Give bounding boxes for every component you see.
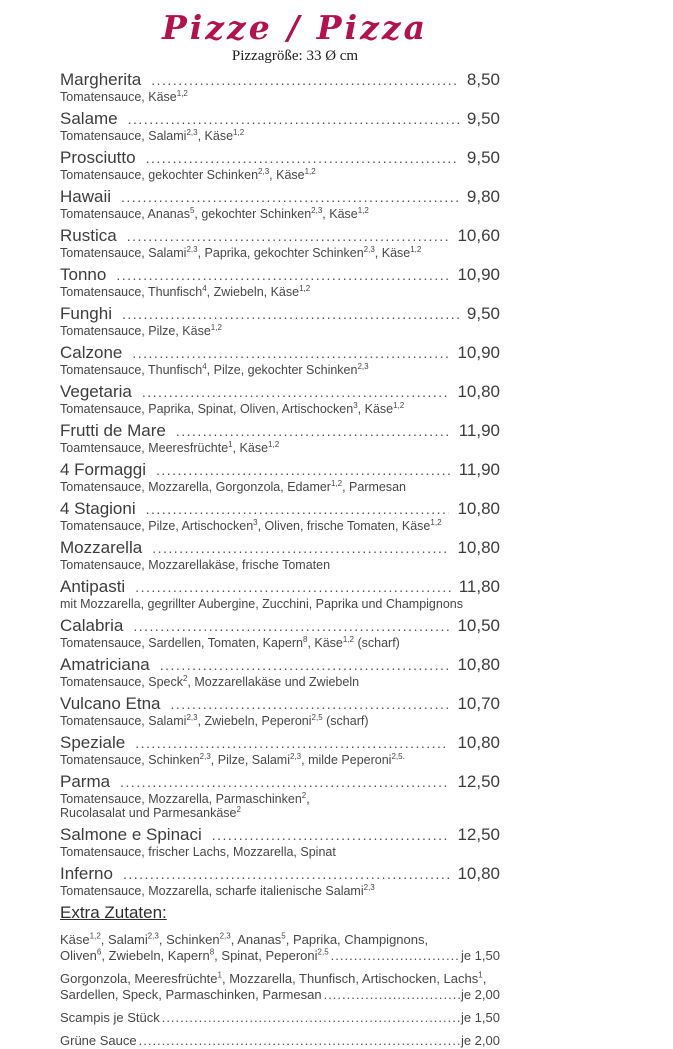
footnote-superscript: 1,2 bbox=[342, 634, 354, 644]
dotted-leader bbox=[121, 188, 459, 207]
item-price: 8,50 bbox=[466, 70, 500, 89]
footnote-superscript: 2,3 bbox=[186, 712, 198, 722]
footnote-superscript: 2,3 bbox=[199, 751, 211, 761]
item-description: Tomatensauce, Ananas$^5$, gekochter Schinken$^{2,3}$, Käse$^{1,2}$ bbox=[60, 205, 369, 221]
footnote-superscript: 2,5. bbox=[391, 751, 405, 761]
item-description: Tomatensauce, Salami$^{2,3}$, Paprika, gekochter Schinken$^{2,3}$, Käse$^{1,2}$ bbox=[60, 244, 422, 260]
item-description: Tomatensauce, Mozzarella, scharfe italienische Salami$^{2,3}$ bbox=[60, 882, 375, 898]
item-title-line bbox=[60, 187, 500, 207]
menu-item bbox=[60, 538, 500, 572]
item-price: 9,50 bbox=[466, 304, 500, 323]
item-title-line bbox=[60, 304, 500, 324]
item-description: Tomatensauce, Schinken$^{2,3}$, Pilze, Salami$^{2,3}$, milde Peperoni$^{2,5.}$ bbox=[60, 751, 405, 767]
dotted-leader bbox=[142, 383, 450, 402]
footnote-superscript: 2 bbox=[236, 804, 241, 814]
extras-price: je 1,50 bbox=[460, 1010, 500, 1025]
item-name: 4 Stagioni bbox=[60, 499, 136, 518]
extras-text: Sardellen, Speck, Parmaschinken, Parmesan bbox=[60, 987, 322, 1002]
extras-price: je 2,00 bbox=[460, 987, 500, 1002]
footnote-superscript: 1,2 bbox=[430, 517, 442, 527]
menu-item bbox=[60, 226, 500, 260]
page-title: Pizze / Pizza bbox=[161, 8, 429, 47]
item-title-line bbox=[60, 109, 500, 129]
extras-last-line bbox=[60, 1033, 500, 1049]
dotted-leader bbox=[156, 461, 451, 480]
footnote-superscript: 1,2 bbox=[393, 400, 405, 410]
item-price: 10,70 bbox=[457, 694, 500, 713]
item-price: 12,50 bbox=[457, 825, 500, 844]
item-name: Margherita bbox=[60, 70, 142, 89]
extras-last-line bbox=[60, 948, 500, 964]
item-title-line bbox=[60, 772, 500, 792]
item-name: Vulcano Etna bbox=[60, 694, 161, 713]
item-description: Tomatensauce, Thunfisch$^4$, Zwiebeln, Käse$^{1,2}$ bbox=[60, 283, 311, 299]
footnote-superscript: 2,3 bbox=[258, 166, 270, 176]
item-price: 11,90 bbox=[458, 421, 500, 440]
item-title-line bbox=[60, 148, 500, 168]
dotted-leader bbox=[146, 500, 450, 519]
item-price: 10,90 bbox=[457, 265, 500, 284]
item-title-line bbox=[60, 421, 500, 441]
item-title-line bbox=[60, 825, 500, 845]
item-title-line bbox=[60, 694, 500, 714]
dotted-leader bbox=[135, 734, 449, 753]
item-name: Salmone e Spinaci bbox=[60, 825, 202, 844]
dotted-leader bbox=[122, 305, 459, 324]
menu-item bbox=[60, 694, 500, 728]
footnote-superscript: 2,3 bbox=[357, 361, 369, 371]
item-description: Tomatensauce, Pilze, Käse$^{1,2}$ bbox=[60, 322, 222, 338]
menu-items bbox=[60, 70, 500, 898]
footnote-superscript: 1 bbox=[478, 970, 483, 980]
item-title-line bbox=[60, 577, 500, 597]
extras-heading: Extra Zutaten: bbox=[60, 903, 167, 922]
item-price: 9,80 bbox=[466, 187, 500, 206]
menu-item bbox=[60, 70, 500, 104]
item-price: 12,50 bbox=[457, 772, 500, 791]
item-description: Tomatensauce, Sardellen, Tomaten, Kapern$^8$, Käse$^{1,2}$ (scharf) bbox=[60, 634, 400, 650]
item-description: Tomatensauce, Speck$^2$, Mozzarellakäse und Zwiebeln bbox=[60, 673, 360, 689]
footnote-superscript: 1,2 bbox=[304, 166, 316, 176]
dotted-leader bbox=[116, 266, 449, 285]
footnote-superscript: 2,3 bbox=[186, 244, 198, 254]
dotted-leader bbox=[152, 539, 449, 558]
item-description: Tomatensauce, Mozzarella, Parmaschinken$^2$, bbox=[60, 790, 310, 806]
extras-text-line: Gorgonzola, Meeresfrüchte$^1$, Mozzarella, Thunfisch, Artischocken, Lachs$^1$, bbox=[60, 970, 487, 986]
dotted-leader bbox=[160, 656, 450, 675]
footnote-superscript: 1,2 bbox=[176, 88, 188, 98]
footnote-superscript: 3 bbox=[253, 517, 258, 527]
footnote-superscript: 1,2 bbox=[299, 283, 311, 293]
dotted-leader bbox=[331, 948, 460, 964]
extras-row bbox=[60, 971, 500, 1003]
item-name: Prosciutto bbox=[60, 148, 136, 167]
dotted-leader bbox=[324, 987, 460, 1003]
dotted-leader bbox=[176, 422, 451, 441]
extras-section bbox=[60, 903, 500, 1049]
item-title-line bbox=[60, 226, 500, 246]
item-price: 10,80 bbox=[457, 655, 500, 674]
footnote-superscript: 2,5 bbox=[317, 947, 329, 957]
menu-item bbox=[60, 304, 500, 338]
footnote-superscript: 4 bbox=[202, 283, 207, 293]
extras-row bbox=[60, 932, 500, 964]
item-price: 11,80 bbox=[458, 577, 500, 596]
menu-item bbox=[60, 187, 500, 221]
menu-item bbox=[60, 109, 500, 143]
item-price: 10,90 bbox=[457, 343, 500, 362]
menu-item bbox=[60, 772, 500, 820]
footnote-superscript: 5 bbox=[189, 205, 195, 215]
item-name: Frutti de Mare bbox=[60, 421, 166, 440]
menu-item bbox=[60, 577, 500, 611]
item-price: 9,50 bbox=[466, 109, 500, 128]
extras-text: Oliven$^6$, Zwiebeln, Kapern$^8$, Spinat, Peperoni$^{2,5}$ bbox=[60, 947, 329, 963]
footnote-superscript: 2,5 bbox=[311, 712, 323, 722]
item-name: Hawaii bbox=[60, 187, 112, 206]
item-description: Tomatensauce, gekochter Schinken$^{2,3}$, Käse$^{1,2}$ bbox=[60, 166, 316, 182]
item-description: Toamtensauce, Meeresfrüchte$^1$, Käse$^{1,2}$ bbox=[60, 439, 280, 455]
dotted-leader bbox=[128, 110, 459, 129]
item-title-line bbox=[60, 343, 500, 363]
item-price: 10,60 bbox=[457, 226, 500, 245]
footnote-superscript: 2,3 bbox=[219, 931, 231, 941]
menu-item bbox=[60, 148, 500, 182]
footnote-superscript: 2,3 bbox=[147, 931, 159, 941]
extras-last-line bbox=[60, 987, 500, 1003]
item-price: 11,90 bbox=[458, 460, 500, 479]
item-description: Tomatensauce, Pilze, Artischocken$^3$, Oliven, frische Tomaten, Käse$^{1,2}$ bbox=[60, 517, 442, 533]
item-description: Tomatensauce, Salami$^{2,3}$, Käse$^{1,2}$ bbox=[60, 127, 245, 143]
item-title-line bbox=[60, 616, 500, 636]
item-name: Inferno bbox=[60, 864, 113, 883]
menu-item bbox=[60, 499, 500, 533]
item-name: Mozzarella bbox=[60, 538, 143, 557]
item-price: 10,80 bbox=[457, 499, 500, 518]
item-description: Tomatensauce, Salami$^{2,3}$, Zwiebeln, Peperoni$^{2,5}$ (scharf) bbox=[60, 712, 369, 728]
item-price: 10,50 bbox=[457, 616, 500, 635]
pizza-menu bbox=[60, 70, 500, 1049]
footnote-superscript: 2,3 bbox=[363, 244, 375, 254]
item-name: Vegetaria bbox=[60, 382, 132, 401]
footnote-superscript: 2,3 bbox=[363, 882, 375, 892]
dotted-leader bbox=[146, 149, 459, 168]
item-description: Tomatensauce, Paprika, Spinat, Oliven, Artischocken$^3$, Käse$^{1,2}$ bbox=[60, 400, 405, 416]
extras-text-line: Käse$^{1,2}$, Salami$^{2,3}$, Schinken$^{2,3}$, Ananas$^5$, Paprika, Champignons, bbox=[60, 931, 429, 947]
item-description: Tomatensauce, Mozzarella, Gorgonzola, Edamer$^{1,2}$, Parmesan bbox=[60, 478, 407, 494]
dotted-leader bbox=[133, 617, 449, 636]
footnote-superscript: 1,2 bbox=[210, 322, 222, 332]
footnote-superscript: 1,2 bbox=[268, 439, 280, 449]
footnote-superscript: 1 bbox=[228, 439, 233, 449]
menu-item bbox=[60, 343, 500, 377]
item-name: Calzone bbox=[60, 343, 123, 362]
footnote-superscript: 1 bbox=[217, 970, 222, 980]
footnote-superscript: 1,2 bbox=[410, 244, 422, 254]
page-subtitle: Pizzagröße: 33 Ø cm bbox=[231, 48, 359, 64]
extras-price: je 2,00 bbox=[460, 1033, 500, 1048]
item-name: Antipasti bbox=[60, 577, 126, 596]
footnote-superscript: 8 bbox=[209, 947, 215, 957]
footnote-superscript: 2,3 bbox=[290, 751, 302, 761]
item-name: Funghi bbox=[60, 304, 112, 323]
item-price: 10,80 bbox=[457, 382, 500, 401]
menu-item bbox=[60, 655, 500, 689]
page-header bbox=[55, 8, 535, 65]
menu-item bbox=[60, 421, 500, 455]
footnote-superscript: 3 bbox=[353, 400, 358, 410]
menu-item bbox=[60, 616, 500, 650]
footnote-superscript: 1,2 bbox=[330, 478, 343, 488]
item-title-line bbox=[60, 460, 500, 480]
item-description: Tomatensauce, Thunfisch$^4$, Pilze, gekochter Schinken$^{2,3}$ bbox=[60, 361, 369, 377]
dotted-leader bbox=[132, 344, 449, 363]
menu-item bbox=[60, 864, 500, 898]
extras-text: Scampis je Stück bbox=[60, 1010, 160, 1025]
item-name: 4 Formaggi bbox=[60, 460, 146, 479]
item-title-line bbox=[60, 538, 500, 558]
dotted-leader bbox=[127, 227, 450, 246]
menu-item bbox=[60, 265, 500, 299]
item-name: Calabria bbox=[60, 616, 124, 635]
footnote-superscript: 1,2 bbox=[357, 205, 369, 215]
item-description: Tomatensauce, frischer Lachs, Mozzarella, Spinat bbox=[60, 845, 336, 859]
footnote-superscript: 1,2 bbox=[233, 127, 245, 137]
footnote-superscript: 2,3 bbox=[186, 127, 198, 137]
item-name: Rustica bbox=[60, 226, 117, 245]
item-title-line bbox=[60, 864, 500, 884]
menu-item bbox=[60, 733, 500, 767]
dotted-leader bbox=[139, 1033, 460, 1049]
footnote-superscript: 8 bbox=[302, 634, 308, 644]
extras-rows bbox=[60, 932, 500, 1049]
footnote-superscript: 6 bbox=[96, 947, 102, 957]
menu-item bbox=[60, 460, 500, 494]
dotted-leader bbox=[212, 826, 450, 845]
item-name: Amatriciana bbox=[60, 655, 150, 674]
item-title-line bbox=[60, 70, 500, 90]
item-name: Tonno bbox=[60, 265, 107, 284]
item-price: 10,80 bbox=[457, 733, 500, 752]
item-title-line bbox=[60, 655, 500, 675]
item-title-line bbox=[60, 733, 500, 753]
item-name: Speziale bbox=[60, 733, 126, 752]
footnote-superscript: 1,2 bbox=[89, 931, 101, 941]
extras-price: je 1,50 bbox=[460, 948, 500, 963]
extras-text: Grüne Sauce bbox=[60, 1033, 137, 1048]
dotted-leader bbox=[123, 865, 450, 884]
item-description: Tomatensauce, Käse$^{1,2}$ bbox=[60, 88, 188, 104]
item-name: Salame bbox=[60, 109, 118, 128]
item-title-line bbox=[60, 499, 500, 519]
extras-row bbox=[60, 1033, 500, 1049]
item-price: 10,80 bbox=[457, 538, 500, 557]
dotted-leader bbox=[135, 578, 451, 597]
footnote-superscript: 2,3 bbox=[311, 205, 323, 215]
item-title-line bbox=[60, 265, 500, 285]
footnote-superscript: 5 bbox=[281, 931, 286, 941]
footnote-superscript: 2 bbox=[301, 790, 307, 800]
footnote-superscript: 2 bbox=[183, 673, 188, 683]
footnote-superscript: 4 bbox=[202, 361, 207, 371]
menu-item bbox=[60, 382, 500, 416]
item-description: Tomatensauce, Mozzarellakäse, frische Tomaten bbox=[60, 558, 331, 572]
item-description: Rucolasalat und Parmesankäse$^2$ bbox=[60, 804, 241, 820]
dotted-leader bbox=[171, 695, 450, 714]
menu-item bbox=[60, 825, 500, 859]
item-title-line bbox=[60, 382, 500, 402]
dotted-leader bbox=[120, 773, 449, 792]
item-price: 10,80 bbox=[457, 864, 500, 883]
dotted-leader bbox=[151, 71, 459, 90]
item-price: 9,50 bbox=[466, 148, 500, 167]
item-description: mit Mozzarella, gegrillter Aubergine, Zucchini, Paprika und Champignons bbox=[60, 597, 463, 611]
item-name: Parma bbox=[60, 772, 111, 791]
